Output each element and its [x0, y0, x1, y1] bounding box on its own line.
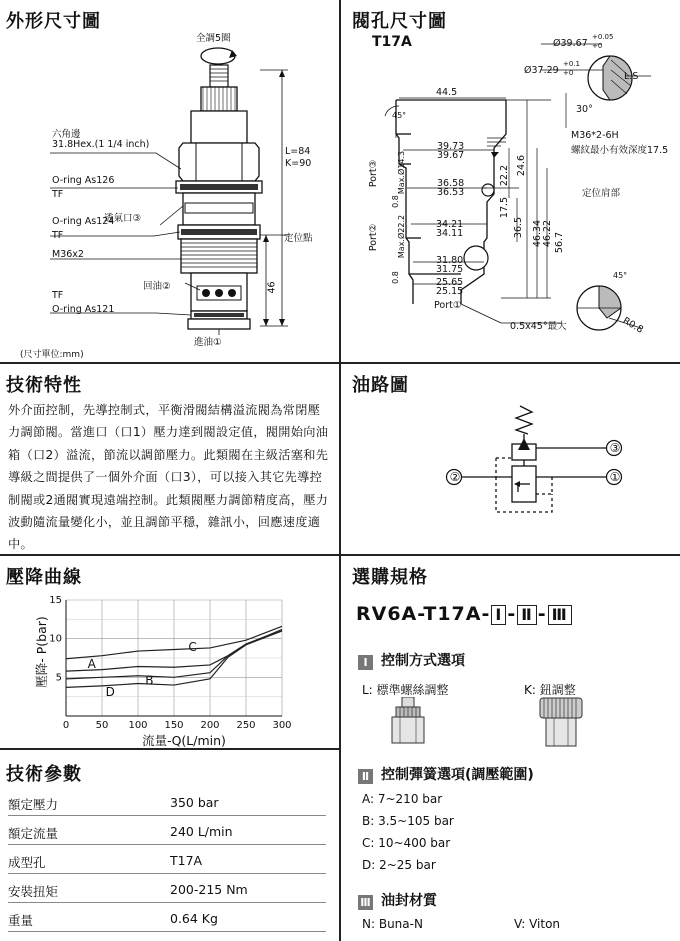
vent-label: 透氣口③	[104, 213, 142, 224]
cavity-v08b: 0.8	[390, 271, 400, 284]
spring-option-D: D: 2~25 bar	[362, 858, 436, 872]
ordering-title: 選購規格	[352, 567, 428, 588]
cavity-a1: 39.73	[437, 141, 465, 152]
x-tick-label: 250	[236, 720, 256, 731]
cavity-r08: R0.8	[620, 315, 646, 336]
series-label-d: D	[105, 685, 115, 700]
model-box-2: Ⅱ	[517, 605, 537, 625]
cavity-ang45a: 45°	[392, 111, 407, 120]
cavity-c2: 34.11	[436, 228, 464, 239]
cavity-ang30: 30°	[576, 104, 593, 115]
section3-num: Ⅲ	[358, 895, 373, 910]
series-label-b: B	[145, 673, 154, 688]
divider-specs	[0, 748, 340, 750]
knob-adjust-icon	[538, 696, 584, 748]
section3-title	[358, 890, 437, 910]
outline-drawing	[0, 28, 338, 362]
section2-title	[358, 764, 534, 784]
spec-row	[8, 793, 326, 816]
cavity-d1-tol-dn: +0	[592, 42, 603, 50]
spec-row	[8, 851, 326, 874]
spring-option-A: A: 7~210 bar	[362, 792, 443, 806]
oring2-label: O-ring As124	[52, 216, 115, 227]
spec-row	[8, 822, 326, 845]
full-adjust-label: 全調5圈	[196, 33, 231, 44]
spec-value: 350 bar	[170, 795, 219, 810]
curve-title: 壓降曲線	[6, 567, 82, 588]
option-L: L: 標準螺絲調整	[362, 683, 449, 697]
cavity-v08a: 0.8	[390, 195, 400, 208]
cavity-port1: Port①	[434, 300, 462, 311]
locate-point-label: 定位點	[284, 233, 313, 244]
spec-value: 240 L/min	[170, 824, 233, 839]
model-sep-2: -	[537, 603, 547, 625]
inlet-label: 進油①	[194, 337, 222, 348]
cavity-b2: 36.53	[437, 187, 465, 198]
cavity-w445: 44.5	[436, 87, 458, 98]
hydraulic-circuit-diagram	[440, 404, 630, 524]
cavity-d31a: 31.80	[436, 255, 464, 266]
cavity-c1: 34.21	[436, 219, 464, 230]
spec-key: 重量	[8, 913, 34, 928]
option-K: K: 鈕調整	[524, 683, 576, 697]
circuit-port1-label: ①	[609, 470, 621, 484]
cavity-v222: 22.2	[499, 164, 511, 187]
x-tick-label: 100	[128, 720, 148, 731]
series-label-c: C	[188, 640, 197, 655]
tf2-label: TF	[52, 230, 64, 241]
cavity-d2-tol-dn: +0	[563, 69, 574, 77]
model-box-1: Ⅰ	[491, 605, 506, 625]
hex-size-label: 31.8Hex.(1 1/4 inch)	[52, 139, 150, 150]
cavity-v4622: 46.22	[542, 219, 554, 248]
x-axis-label: 流量-Q(L/min)	[142, 733, 226, 748]
cavity-max-d143: Max.Ø14.3	[397, 150, 407, 195]
spec-row	[8, 880, 326, 903]
y-tick-label: 10	[49, 633, 62, 645]
cavity-ls: L.S	[624, 71, 639, 82]
section1-num: Ⅰ	[358, 655, 373, 670]
spec-value: 0.64 Kg	[170, 911, 218, 926]
features-title: 技術特性	[6, 375, 82, 396]
model-sep-1: -	[507, 603, 517, 625]
spec-key: 額定壓力	[8, 797, 59, 812]
oring1-label: O-ring As126	[52, 175, 115, 186]
spec-value: T17A	[170, 853, 203, 868]
y-tick-label: 15	[49, 595, 62, 606]
cavity-e1: 25.65	[436, 277, 464, 288]
seal-option-N: N: Buna-N	[362, 917, 423, 931]
section3-label: 油封材質	[381, 893, 437, 909]
length-L-label: L=84	[285, 146, 311, 157]
dim-46-label: 46	[266, 281, 278, 294]
model-box-3: Ⅲ	[548, 605, 572, 625]
x-tick-label: 0	[62, 720, 70, 731]
features-text: 外介面控制，先導控制式，平衡滑閥結構溢流閥為常閉壓力調節閥。當進口（口1）壓力達到閥設定值，閥開始向油箱（口2）溢流，節流以調節壓力。此類閥在主級活塞和先導級之間提供了一個外介面（口3），可以接入其它先導控制閥或2通閥實現遠端控制。此類閥壓力調節精度高，壓力波動隨流量變化小，並且調節平穩，雜訊小，回應速度適中。	[8, 403, 329, 552]
cavity-d1: Ø39.67	[553, 38, 588, 49]
cavity-v365: 36.5	[513, 216, 525, 239]
model-code	[356, 603, 573, 625]
cavity-b1: 36.58	[437, 178, 465, 189]
cavity-code: T17A	[372, 34, 412, 50]
cavity-d1-tol-up: +0.05	[592, 33, 614, 41]
spec-key: 成型孔	[8, 855, 46, 870]
tf3-label: TF	[52, 290, 64, 301]
cavity-ang45b: 45°	[613, 271, 628, 280]
outline-title: 外形尺寸圖	[6, 11, 101, 32]
return-label: 回油②	[143, 281, 171, 292]
std-screw-adjust-icon	[390, 697, 426, 745]
cavity-thread-note: 螺紋最小有效深度17.5	[571, 145, 669, 156]
cavity-e2: 25.15	[436, 286, 464, 297]
cavity-v4634: 46.34	[532, 219, 544, 248]
x-tick-label: 200	[200, 720, 220, 731]
circuit-port3-label: ③	[609, 441, 621, 455]
spring-option-C: C: 10~400 bar	[362, 836, 451, 850]
cavity-d31b: 31.75	[436, 264, 464, 275]
series-label-a: A	[87, 657, 96, 672]
spec-value: 200-215 Nm	[170, 882, 248, 897]
spec-row	[8, 909, 326, 932]
cavity-thread: M36*2-6H	[571, 130, 619, 141]
cavity-v246: 24.6	[516, 154, 528, 177]
spec-key: 額定流量	[8, 826, 59, 841]
oring3-label: O-ring As121	[52, 304, 115, 315]
spring-option-B: B: 3.5~105 bar	[362, 814, 454, 828]
thread-label: M36x2	[52, 249, 84, 260]
tf1-label: TF	[52, 189, 64, 200]
section1-label: 控制方式選項	[381, 653, 465, 669]
cavity-title: 閥孔尺寸圖	[352, 11, 447, 32]
spec-key: 安裝扭矩	[8, 884, 59, 899]
length-K-label: K=90	[285, 158, 312, 169]
divider-row1	[0, 362, 680, 364]
cavity-d2: Ø37.29	[524, 65, 559, 76]
model-prefix: RV6A-T17A-	[356, 603, 491, 625]
x-tick-label: 300	[272, 720, 292, 731]
x-tick-label: 50	[95, 720, 109, 731]
circuit-title: 油路圖	[352, 375, 409, 396]
x-tick-label: 150	[164, 720, 184, 731]
section1-title	[358, 650, 465, 670]
cavity-a2: 39.67	[437, 150, 465, 161]
cavity-v175: 17.5	[499, 196, 511, 219]
pressure-drop-chart	[0, 588, 338, 748]
seal-option-V: V: Viton	[514, 917, 561, 931]
cavity-port3: Port③	[368, 159, 380, 188]
cavity-port2: Port②	[368, 223, 380, 252]
cavity-shoulder: 定位肩部	[582, 188, 621, 199]
hex-label: 六角邊	[52, 129, 81, 140]
cavity-d2-tol-up: +0.1	[563, 60, 580, 68]
cavity-v567: 56.7	[554, 231, 566, 254]
unit-label: (尺寸單位:mm)	[20, 350, 84, 360]
circuit-port2-label: ②	[449, 470, 461, 484]
specs-title: 技術參數	[6, 764, 82, 785]
cavity-max-d222: Max.Ø22.2	[397, 214, 407, 259]
section2-label: 控制彈簧選項(調壓範圍)	[381, 767, 534, 783]
y-axis-label: 壓降- P(bar)	[34, 616, 49, 688]
cavity-chamfer: 0.5x45°最大	[510, 321, 567, 332]
y-tick-label: 5	[55, 672, 62, 684]
section2-num: Ⅱ	[358, 769, 373, 784]
